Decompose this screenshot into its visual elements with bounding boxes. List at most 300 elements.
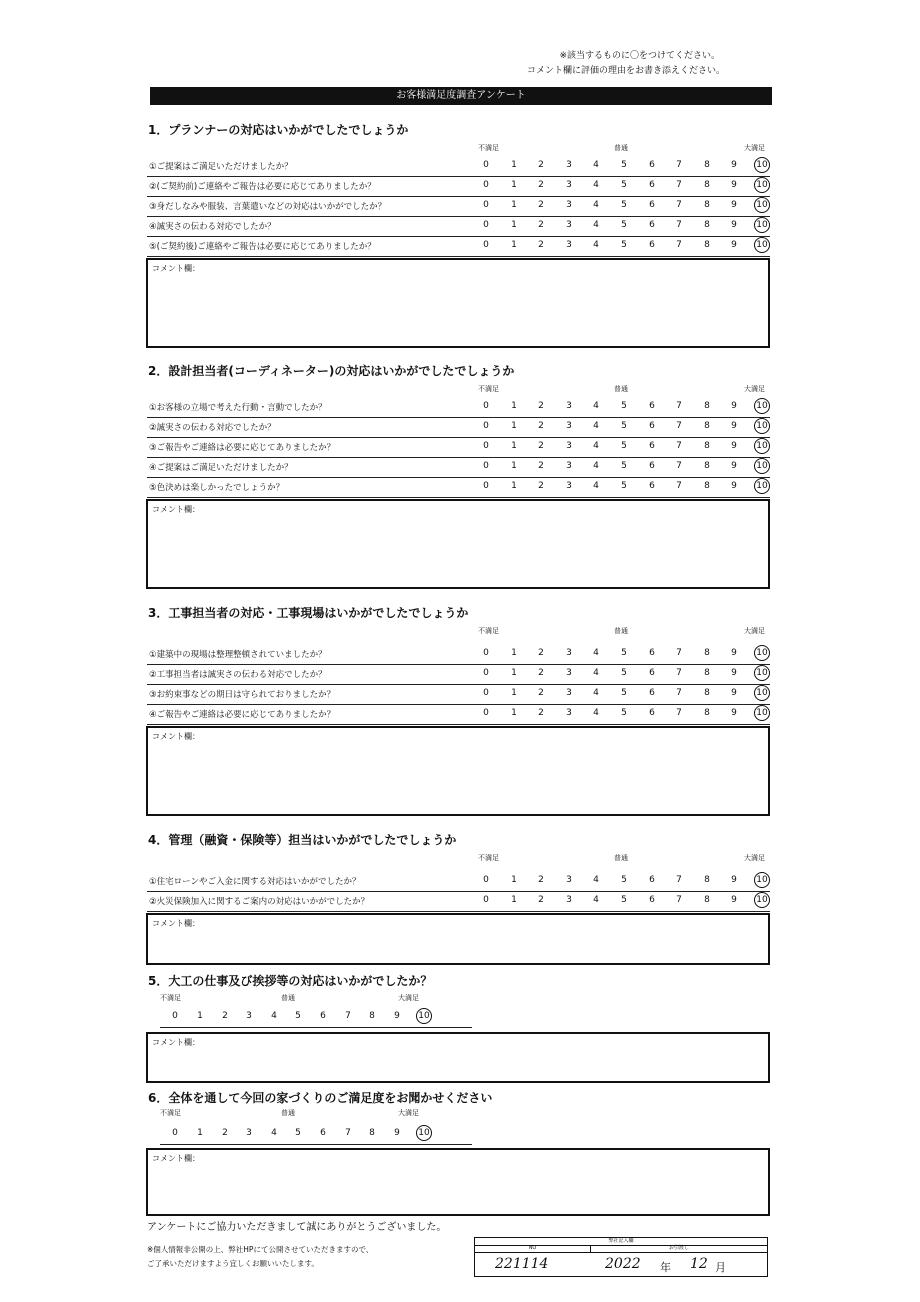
- rating-option-7[interactable]: 7: [676, 441, 682, 451]
- rating-option-0[interactable]: 0: [483, 220, 489, 230]
- privacy-note-1: ※個人情報非公開の上、弊社HPにて公開させていただきますので、: [147, 1245, 374, 1254]
- question-text: ③ご報告やご連絡は必要に応じてありましたか？: [149, 443, 336, 453]
- rating-option-7[interactable]: 7: [676, 160, 682, 170]
- selected-rating-circle: [754, 177, 770, 193]
- rating-option-10[interactable]: 10: [756, 895, 768, 905]
- scale-label-high: 大満足: [398, 1109, 419, 1117]
- staff-use-box: [474, 1237, 768, 1277]
- rating-option-9[interactable]: 9: [731, 461, 737, 471]
- comment-box[interactable]: [146, 1148, 770, 1216]
- question-row: [147, 156, 770, 177]
- rating-option-8[interactable]: 8: [704, 180, 710, 190]
- rating-option-10[interactable]: 10: [756, 708, 768, 718]
- rating-option-3[interactable]: 3: [566, 441, 572, 451]
- question-text: ⑤(ご契約後)ご連絡やご報告は必要に応じてありましたか？: [149, 242, 376, 252]
- rating-option-9[interactable]: 9: [731, 648, 737, 658]
- rating-option-2[interactable]: 2: [538, 875, 544, 885]
- selected-rating-circle: [754, 398, 770, 414]
- rating-option-8[interactable]: 8: [704, 708, 710, 718]
- rating-option-8[interactable]: 8: [704, 441, 710, 451]
- rating-option-8[interactable]: 8: [704, 200, 710, 210]
- rating-option-7[interactable]: 7: [676, 200, 682, 210]
- rating-option-0[interactable]: 0: [483, 180, 489, 190]
- rating-option-2[interactable]: 2: [538, 708, 544, 718]
- question-row: [147, 644, 770, 665]
- rating-option-1[interactable]: 1: [511, 668, 517, 678]
- rating-option-6[interactable]: 6: [649, 895, 655, 905]
- rating-option-4[interactable]: 4: [593, 421, 599, 431]
- rating-option-1[interactable]: 1: [511, 441, 517, 451]
- rating-option-9[interactable]: 9: [731, 708, 737, 718]
- scale-label-high: 大満足: [744, 385, 765, 393]
- rating-option-10[interactable]: 10: [756, 220, 768, 230]
- rating-option-2[interactable]: 2: [538, 441, 544, 451]
- rating-option-9[interactable]: 9: [731, 441, 737, 451]
- comment-label: コメント欄：: [152, 1154, 200, 1163]
- rating-option-10[interactable]: 10: [756, 875, 768, 885]
- rating-option-1[interactable]: 1: [511, 421, 517, 431]
- rating-option-6[interactable]: 6: [649, 401, 655, 411]
- selected-rating-circle: [754, 237, 770, 253]
- rating-option-6[interactable]: 6: [649, 441, 655, 451]
- comment-box[interactable]: [146, 499, 770, 589]
- question-text: ①住宅ローンやご入金に関する対応はいかがでしたか？: [149, 877, 361, 887]
- rating-option-10[interactable]: 10: [756, 421, 768, 431]
- comment-label: コメント欄：: [152, 505, 200, 514]
- rating-option-7[interactable]: 7: [676, 180, 682, 190]
- rating-option-5[interactable]: 5: [621, 895, 627, 905]
- rating-option-5[interactable]: 5: [621, 668, 627, 678]
- question-text: ③お約束事などの期日は守られておりましたか？: [149, 690, 336, 700]
- rating-option-3[interactable]: 3: [566, 875, 572, 885]
- rating-option-2[interactable]: 2: [538, 240, 544, 250]
- survey-title: お客様満足度調査アンケート: [150, 87, 772, 105]
- rating-option-4[interactable]: 4: [593, 895, 599, 905]
- scale-label-low: 不満足: [478, 627, 499, 635]
- question-row: [147, 397, 770, 418]
- question-row: [147, 417, 770, 438]
- rating-option-9[interactable]: 9: [731, 668, 737, 678]
- rating-option-8[interactable]: 8: [704, 401, 710, 411]
- scale-label-mid: 普通: [281, 994, 295, 1002]
- rating-row: [160, 1007, 472, 1028]
- rating-option-8[interactable]: 8: [704, 648, 710, 658]
- rating-option-2[interactable]: 2: [222, 1011, 228, 1021]
- rating-option-4[interactable]: 4: [593, 200, 599, 210]
- rating-option-2[interactable]: 2: [222, 1128, 228, 1138]
- selected-rating-circle: [754, 418, 770, 434]
- rating-option-5[interactable]: 5: [621, 648, 627, 658]
- rating-option-4[interactable]: 4: [593, 668, 599, 678]
- rating-option-1[interactable]: 1: [511, 688, 517, 698]
- rating-option-9[interactable]: 9: [731, 875, 737, 885]
- rating-option-7[interactable]: 7: [676, 895, 682, 905]
- rating-option-6[interactable]: 6: [649, 481, 655, 491]
- question-row: [147, 664, 770, 685]
- question-row: [147, 477, 770, 498]
- question-row: [147, 196, 770, 217]
- rating-option-3[interactable]: 3: [566, 668, 572, 678]
- rating-option-7[interactable]: 7: [676, 220, 682, 230]
- rating-option-6[interactable]: 6: [649, 648, 655, 658]
- rating-option-4[interactable]: 4: [593, 180, 599, 190]
- rating-option-5[interactable]: 5: [621, 688, 627, 698]
- rating-option-5[interactable]: 5: [295, 1128, 301, 1138]
- rating-option-2[interactable]: 2: [538, 668, 544, 678]
- rating-option-9[interactable]: 9: [731, 421, 737, 431]
- rating-option-10[interactable]: 10: [756, 441, 768, 451]
- rating-option-6[interactable]: 6: [649, 421, 655, 431]
- rating-option-10[interactable]: 10: [756, 180, 768, 190]
- rating-option-2[interactable]: 2: [538, 648, 544, 658]
- rating-option-4[interactable]: 4: [593, 708, 599, 718]
- rating-option-0[interactable]: 0: [483, 688, 489, 698]
- rating-option-4[interactable]: 4: [593, 220, 599, 230]
- rating-option-7[interactable]: 7: [345, 1011, 351, 1021]
- rating-option-7[interactable]: 7: [345, 1128, 351, 1138]
- section-title-6: 6．全体を通して今回の家づくりのご満足度をお聞かせください: [148, 1091, 493, 1105]
- question-row: [147, 437, 770, 458]
- scale-label-high: 大満足: [398, 994, 419, 1002]
- rating-option-2[interactable]: 2: [538, 180, 544, 190]
- question-text: ②工事担当者は誠実さの伝わる対応でしたか？: [149, 670, 327, 680]
- rating-option-1[interactable]: 1: [511, 461, 517, 471]
- rating-option-5[interactable]: 5: [621, 160, 627, 170]
- rating-option-7[interactable]: 7: [676, 401, 682, 411]
- comment-box[interactable]: [146, 258, 770, 348]
- rating-option-3[interactable]: 3: [246, 1011, 252, 1021]
- scale-label-low: 不満足: [478, 385, 499, 393]
- rating-option-6[interactable]: 6: [649, 160, 655, 170]
- rating-option-1[interactable]: 1: [511, 401, 517, 411]
- rating-option-10[interactable]: 10: [756, 461, 768, 471]
- question-row: [147, 704, 770, 725]
- rating-option-0[interactable]: 0: [172, 1128, 178, 1138]
- rating-option-5[interactable]: 5: [621, 180, 627, 190]
- question-row: [147, 871, 770, 892]
- rating-option-3[interactable]: 3: [566, 240, 572, 250]
- rating-option-3[interactable]: 3: [566, 648, 572, 658]
- month-unit: 月: [715, 1261, 726, 1274]
- selected-rating-circle: [754, 478, 770, 494]
- rating-option-5[interactable]: 5: [621, 421, 627, 431]
- rating-option-6[interactable]: 6: [649, 220, 655, 230]
- comment-label: コメント欄：: [152, 732, 200, 741]
- rating-option-0[interactable]: 0: [483, 160, 489, 170]
- rating-option-4[interactable]: 4: [593, 875, 599, 885]
- rating-option-7[interactable]: 7: [676, 668, 682, 678]
- rating-option-10[interactable]: 10: [756, 200, 768, 210]
- selected-rating-circle: [754, 217, 770, 233]
- comment-label: コメント欄：: [152, 1038, 200, 1047]
- section-title-3: 3．工事担当者の対応・工事現場はいかがでしたでしょうか: [148, 606, 469, 620]
- rating-option-3[interactable]: 3: [566, 401, 572, 411]
- scale-label-mid: 普通: [614, 627, 628, 635]
- rating-option-6[interactable]: 6: [320, 1011, 326, 1021]
- rating-option-5[interactable]: 5: [621, 461, 627, 471]
- rating-option-4[interactable]: 4: [593, 401, 599, 411]
- rating-option-2[interactable]: 2: [538, 401, 544, 411]
- rating-option-3[interactable]: 3: [566, 481, 572, 491]
- selected-rating-circle: [754, 157, 770, 173]
- rating-option-5[interactable]: 5: [621, 200, 627, 210]
- selected-rating-circle: [754, 438, 770, 454]
- month-value: 12: [690, 1256, 708, 1272]
- rating-option-1[interactable]: 1: [511, 708, 517, 718]
- rating-option-0[interactable]: 0: [483, 461, 489, 471]
- rating-option-5[interactable]: 5: [621, 240, 627, 250]
- question-text: ②誠実さの伝わる対応でしたか？: [149, 423, 276, 433]
- rating-option-6[interactable]: 6: [649, 875, 655, 885]
- rating-option-8[interactable]: 8: [704, 481, 710, 491]
- rating-option-5[interactable]: 5: [621, 401, 627, 411]
- rating-option-9[interactable]: 9: [731, 688, 737, 698]
- rating-option-3[interactable]: 3: [566, 421, 572, 431]
- rating-option-5[interactable]: 5: [621, 441, 627, 451]
- staff-use-header: 弊社記入欄: [475, 1238, 767, 1246]
- section-title-5: 5．大工の仕事及び挨拶等の対応はいかがでしたか？: [148, 974, 433, 988]
- selected-rating-circle: [416, 1125, 432, 1141]
- question-row: [147, 457, 770, 478]
- rating-option-7[interactable]: 7: [676, 461, 682, 471]
- comment-label: コメント欄：: [152, 919, 200, 928]
- rating-option-6[interactable]: 6: [649, 240, 655, 250]
- rating-option-7[interactable]: 7: [676, 481, 682, 491]
- selected-rating-circle: [754, 665, 770, 681]
- rating-option-8[interactable]: 8: [704, 895, 710, 905]
- question-row: [147, 216, 770, 237]
- rating-option-3[interactable]: 3: [566, 200, 572, 210]
- rating-option-5[interactable]: 5: [621, 708, 627, 718]
- selected-rating-circle: [754, 892, 770, 908]
- rating-option-10[interactable]: 10: [756, 481, 768, 491]
- rating-option-4[interactable]: 4: [593, 240, 599, 250]
- rating-option-4[interactable]: 4: [593, 461, 599, 471]
- rating-option-9[interactable]: 9: [394, 1011, 400, 1021]
- no-value: 221114: [495, 1256, 549, 1272]
- year-unit: 年: [660, 1261, 671, 1274]
- rating-option-0[interactable]: 0: [483, 895, 489, 905]
- rating-option-10[interactable]: 10: [756, 688, 768, 698]
- comment-box[interactable]: [146, 1032, 770, 1083]
- question-text: ②(ご契約前)ご連絡やご報告は必要に応じてありましたか？: [149, 182, 376, 192]
- rating-option-1[interactable]: 1: [197, 1128, 203, 1138]
- no-label: NO: [475, 1245, 591, 1253]
- rating-option-1[interactable]: 1: [511, 895, 517, 905]
- rating-option-0[interactable]: 0: [483, 200, 489, 210]
- question-row: [147, 891, 770, 912]
- scale-label-high: 大満足: [744, 144, 765, 152]
- rating-option-1[interactable]: 1: [511, 875, 517, 885]
- rating-option-6[interactable]: 6: [649, 200, 655, 210]
- rating-option-3[interactable]: 3: [566, 160, 572, 170]
- rating-option-2[interactable]: 2: [538, 461, 544, 471]
- scale-label-low: 不満足: [160, 994, 181, 1002]
- question-text: ③身だしなみや服装、言葉遣いなどの対応はいかがでしたか？: [149, 202, 387, 212]
- rating-option-2[interactable]: 2: [538, 200, 544, 210]
- scale-label-mid: 普通: [614, 144, 628, 152]
- rating-option-4[interactable]: 4: [271, 1128, 277, 1138]
- question-text: ④ご報告やご連絡は必要に応じてありましたか？: [149, 710, 336, 720]
- section-title-2: 2．設計担当者(コーディネーター)の対応はいかがでしたでしょうか: [148, 364, 515, 378]
- rating-option-8[interactable]: 8: [704, 875, 710, 885]
- rating-option-9[interactable]: 9: [731, 481, 737, 491]
- rating-option-9[interactable]: 9: [731, 240, 737, 250]
- rating-option-10[interactable]: 10: [756, 648, 768, 658]
- question-text: ①建築中の現場は整理整頓されていましたか？: [149, 650, 327, 660]
- rating-option-1[interactable]: 1: [511, 648, 517, 658]
- rating-option-4[interactable]: 4: [593, 441, 599, 451]
- rating-option-2[interactable]: 2: [538, 160, 544, 170]
- rating-option-0[interactable]: 0: [172, 1011, 178, 1021]
- rating-option-10[interactable]: 10: [756, 401, 768, 411]
- rating-option-7[interactable]: 7: [676, 240, 682, 250]
- selected-rating-circle: [754, 685, 770, 701]
- rating-option-7[interactable]: 7: [676, 708, 682, 718]
- selected-rating-circle: [416, 1008, 432, 1024]
- rating-option-1[interactable]: 1: [511, 200, 517, 210]
- rating-option-0[interactable]: 0: [483, 875, 489, 885]
- rating-option-0[interactable]: 0: [483, 240, 489, 250]
- rating-option-0[interactable]: 0: [483, 648, 489, 658]
- question-row: [147, 176, 770, 197]
- rating-option-6[interactable]: 6: [320, 1128, 326, 1138]
- rating-option-9[interactable]: 9: [394, 1128, 400, 1138]
- question-text: ①ご提案はご満足いただけましたか？: [149, 162, 293, 172]
- rating-option-10[interactable]: 10: [756, 668, 768, 678]
- year-value: 2022: [605, 1256, 641, 1272]
- rating-option-0[interactable]: 0: [483, 668, 489, 678]
- rating-option-6[interactable]: 6: [649, 180, 655, 190]
- question-row: [147, 684, 770, 705]
- rating-option-8[interactable]: 8: [704, 160, 710, 170]
- selected-rating-circle: [754, 645, 770, 661]
- rating-option-2[interactable]: 2: [538, 481, 544, 491]
- rating-option-2[interactable]: 2: [538, 421, 544, 431]
- rating-option-10[interactable]: 10: [418, 1011, 430, 1021]
- question-text: ④ご提案はご満足いただけましたか？: [149, 463, 293, 473]
- scale-label-mid: 普通: [614, 854, 628, 862]
- rating-option-1[interactable]: 1: [511, 180, 517, 190]
- comment-box[interactable]: [146, 726, 770, 816]
- rating-option-3[interactable]: 3: [566, 220, 572, 230]
- rating-option-10[interactable]: 10: [418, 1128, 430, 1138]
- question-row: [147, 236, 770, 257]
- question-text: ④誠実さの伝わる対応でしたか？: [149, 222, 276, 232]
- rating-option-5[interactable]: 5: [621, 220, 627, 230]
- rating-option-1[interactable]: 1: [511, 481, 517, 491]
- rating-row: [160, 1124, 472, 1145]
- selected-rating-circle: [754, 705, 770, 721]
- scale-label-low: 不満足: [478, 854, 499, 862]
- selected-rating-circle: [754, 197, 770, 213]
- comment-box[interactable]: [146, 913, 770, 965]
- section-title-4: 4．管理（融資・保険等）担当はいかがでしたでしょうか: [148, 833, 457, 847]
- rating-option-2[interactable]: 2: [538, 688, 544, 698]
- rating-option-10[interactable]: 10: [756, 160, 768, 170]
- rating-option-10[interactable]: 10: [756, 240, 768, 250]
- scale-label-low: 不満足: [160, 1109, 181, 1117]
- rating-option-7[interactable]: 7: [676, 421, 682, 431]
- rating-option-9[interactable]: 9: [731, 220, 737, 230]
- rating-option-8[interactable]: 8: [704, 668, 710, 678]
- selected-rating-circle: [754, 872, 770, 888]
- thanks-message: アンケートにご協力いただきまして誠にありがとうございました。: [147, 1222, 447, 1233]
- rating-option-8[interactable]: 8: [704, 421, 710, 431]
- rating-option-4[interactable]: 4: [593, 481, 599, 491]
- instruction-note-2: コメント欄に評価の理由をお書き添えください。: [526, 66, 725, 76]
- scale-label-high: 大満足: [744, 854, 765, 862]
- rating-option-1[interactable]: 1: [511, 240, 517, 250]
- instruction-note-1: ※該当するものに〇をつけてください。: [559, 51, 720, 61]
- rating-option-3[interactable]: 3: [246, 1128, 252, 1138]
- rating-option-5[interactable]: 5: [295, 1011, 301, 1021]
- scale-label-mid: 普通: [614, 385, 628, 393]
- rating-option-0[interactable]: 0: [483, 481, 489, 491]
- rating-option-1[interactable]: 1: [197, 1011, 203, 1021]
- rating-option-6[interactable]: 6: [649, 688, 655, 698]
- rating-option-9[interactable]: 9: [731, 895, 737, 905]
- rating-option-9[interactable]: 9: [731, 180, 737, 190]
- rating-option-8[interactable]: 8: [369, 1128, 375, 1138]
- handover-label: お引渡し: [591, 1245, 767, 1253]
- rating-option-3[interactable]: 3: [566, 461, 572, 471]
- rating-option-3[interactable]: 3: [566, 688, 572, 698]
- rating-option-8[interactable]: 8: [369, 1011, 375, 1021]
- scale-label-mid: 普通: [281, 1109, 295, 1117]
- rating-option-5[interactable]: 5: [621, 481, 627, 491]
- rating-option-4[interactable]: 4: [593, 648, 599, 658]
- rating-option-8[interactable]: 8: [704, 240, 710, 250]
- rating-option-7[interactable]: 7: [676, 875, 682, 885]
- selected-rating-circle: [754, 458, 770, 474]
- rating-option-6[interactable]: 6: [649, 668, 655, 678]
- rating-option-8[interactable]: 8: [704, 688, 710, 698]
- rating-option-9[interactable]: 9: [731, 160, 737, 170]
- rating-option-0[interactable]: 0: [483, 421, 489, 431]
- rating-option-1[interactable]: 1: [511, 160, 517, 170]
- rating-option-8[interactable]: 8: [704, 461, 710, 471]
- rating-option-9[interactable]: 9: [731, 200, 737, 210]
- rating-option-2[interactable]: 2: [538, 220, 544, 230]
- rating-option-6[interactable]: 6: [649, 461, 655, 471]
- rating-option-4[interactable]: 4: [593, 688, 599, 698]
- comment-label: コメント欄：: [152, 264, 200, 273]
- rating-option-7[interactable]: 7: [676, 648, 682, 658]
- rating-option-6[interactable]: 6: [649, 708, 655, 718]
- rating-option-8[interactable]: 8: [704, 220, 710, 230]
- rating-option-3[interactable]: 3: [566, 180, 572, 190]
- question-text: ⑤色決めは楽しかったでしょうか？: [149, 483, 285, 493]
- scale-label-low: 不満足: [478, 144, 499, 152]
- section-title-1: 1．プランナーの対応はいかがでしたでしょうか: [148, 123, 409, 137]
- rating-option-3[interactable]: 3: [566, 895, 572, 905]
- rating-option-9[interactable]: 9: [731, 401, 737, 411]
- rating-option-0[interactable]: 0: [483, 401, 489, 411]
- rating-option-5[interactable]: 5: [621, 875, 627, 885]
- rating-option-0[interactable]: 0: [483, 708, 489, 718]
- privacy-note-2: ご了承いただけますよう宜しくお願いいたします。: [147, 1259, 319, 1268]
- question-text: ②火災保険加入に関するご案内の対応はいかがでしたか？: [149, 897, 370, 907]
- rating-option-3[interactable]: 3: [566, 708, 572, 718]
- rating-option-7[interactable]: 7: [676, 688, 682, 698]
- rating-option-0[interactable]: 0: [483, 441, 489, 451]
- rating-option-2[interactable]: 2: [538, 895, 544, 905]
- rating-option-1[interactable]: 1: [511, 220, 517, 230]
- scale-label-high: 大満足: [744, 627, 765, 635]
- rating-option-4[interactable]: 4: [593, 160, 599, 170]
- rating-option-4[interactable]: 4: [271, 1011, 277, 1021]
